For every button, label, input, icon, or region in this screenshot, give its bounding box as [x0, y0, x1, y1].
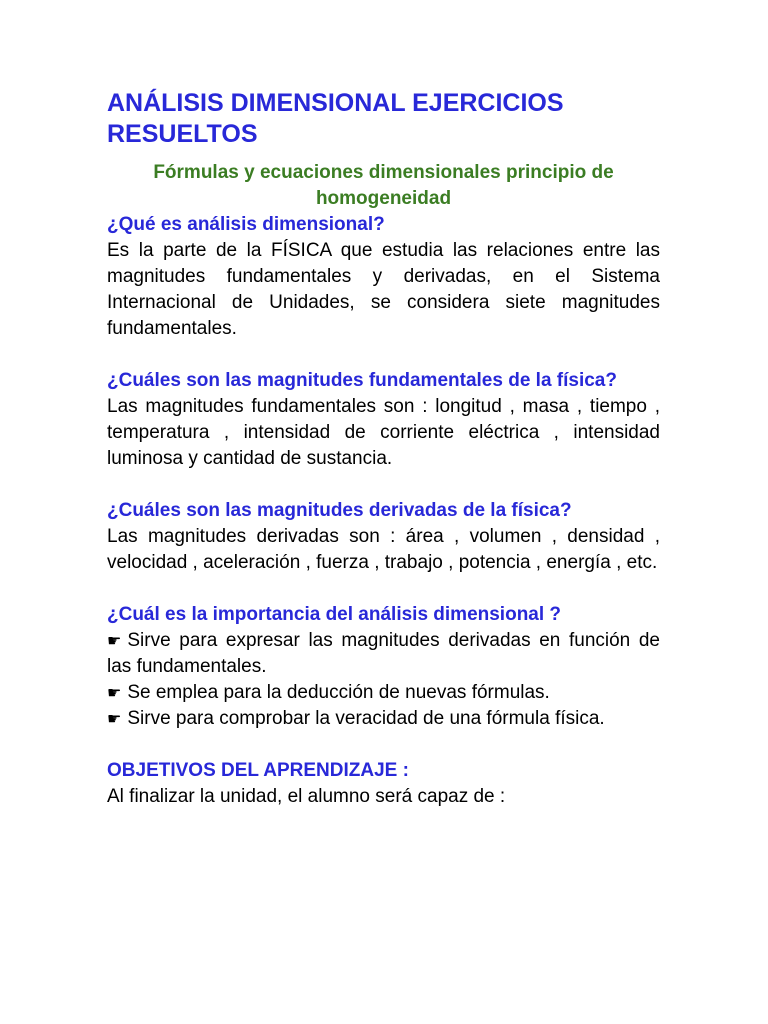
document-page [107, 88, 660, 810]
spacer [107, 472, 660, 498]
answer-paragraph-2: Las magnitudes fundamentales son : longitud , masa , tiempo , temperatura , intensidad de corriente eléctrica , intensidad luminosa y cantidad de sustancia. [107, 396, 660, 469]
pointing-hand-icon: ☛ [107, 631, 122, 650]
objectives-intro: Al finalizar la unidad, el alumno será capaz de : [107, 786, 506, 807]
question-heading-1: ¿Qué es análisis dimensional? [107, 214, 385, 235]
pointing-hand-icon: ☛ [107, 683, 122, 702]
bullet-text-1: Sirve para expresar las magnitudes derivadas en función de las fundamentales. [107, 630, 660, 677]
objectives-heading: OBJETIVOS DEL APRENDIZAJE : [107, 760, 409, 781]
question-heading-3: ¿Cuáles son las magnitudes derivadas de la física? [107, 500, 572, 521]
bullet-item-1 [107, 628, 660, 680]
bullet-text-3: Sirve para comprobar la veracidad de una fórmula física. [127, 708, 605, 729]
pointing-hand-icon: ☛ [107, 709, 122, 728]
spacer [107, 342, 660, 368]
question-heading-2: ¿Cuáles son las magnitudes fundamentales de la física? [107, 370, 617, 391]
answer-paragraph-1: Es la parte de la FÍSICA que estudia las relaciones entre las magnitudes fundamentales y derivadas, en el Sistema Internacional de Unidades, se considera siete magnitudes fundamentales. [107, 240, 660, 339]
bullet-item-3 [107, 706, 660, 732]
spacer [107, 732, 660, 758]
page-title: ANÁLISIS DIMENSIONAL EJERCICIOS RESUELTOS [107, 89, 564, 148]
question-heading-4: ¿Cuál es la importancia del análisis dimensional ? [107, 604, 562, 625]
spacer [107, 576, 660, 602]
bullet-item-2 [107, 680, 660, 706]
bullet-text-2: Se emplea para la deducción de nuevas fórmulas. [127, 682, 550, 703]
page-subtitle: Fórmulas y ecuaciones dimensionales principio de homogeneidad [153, 162, 614, 209]
answer-paragraph-3: Las magnitudes derivadas son : área , volumen , densidad , velocidad , aceleración , fuerza , trabajo , potencia , energía , etc. [107, 526, 660, 573]
